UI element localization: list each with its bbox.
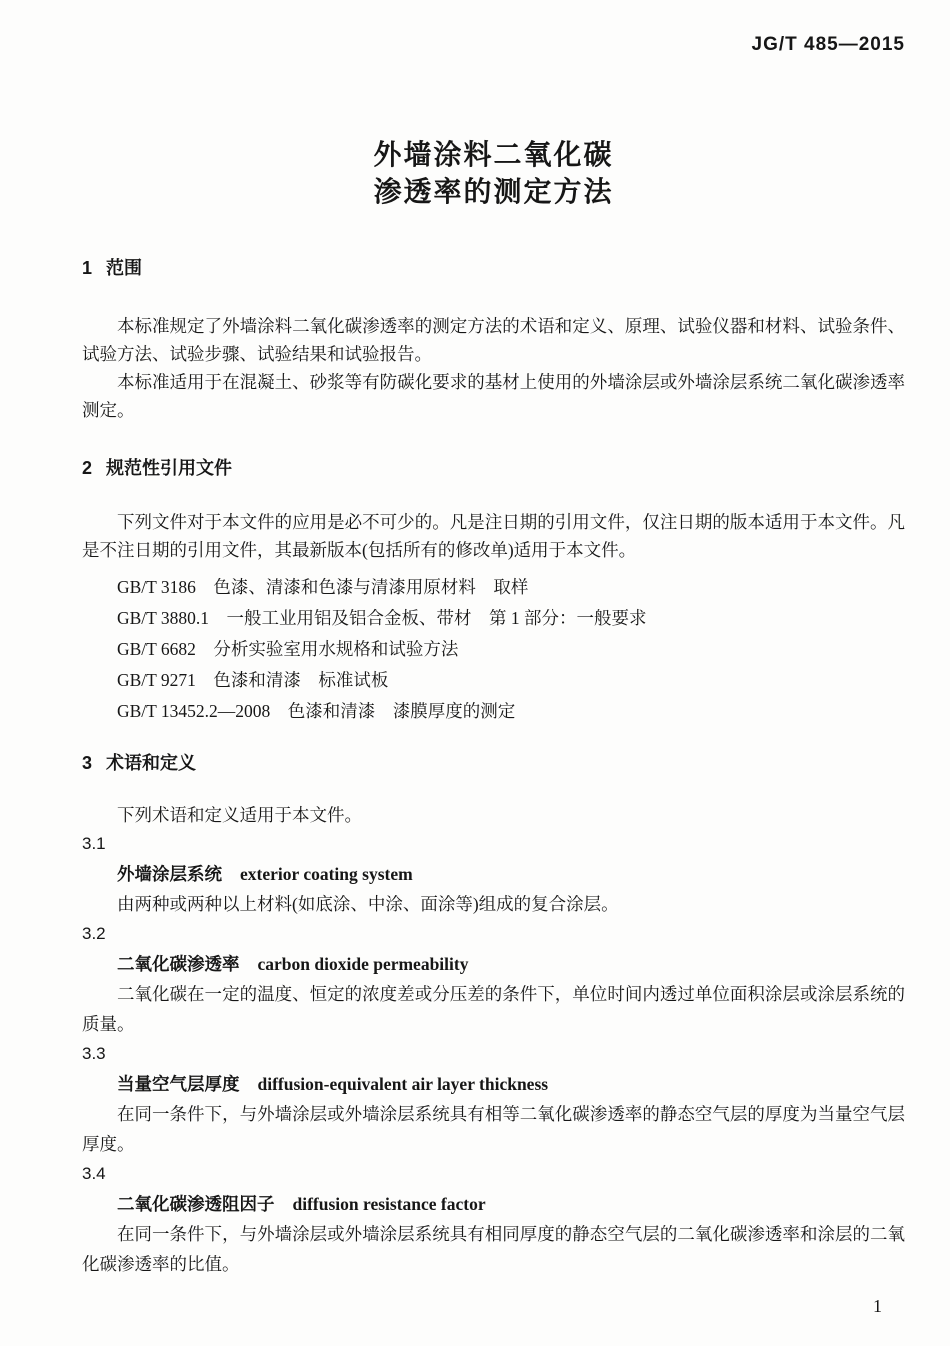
section1-heading bbox=[82, 256, 905, 280]
term-block-3-4 bbox=[82, 1159, 905, 1279]
term-definition: 由两种或两种以上材料(如底涂、中涂、面涂等)组成的复合涂层。 bbox=[117, 894, 619, 914]
term-block-3-2 bbox=[82, 919, 905, 1039]
document-title bbox=[82, 136, 905, 210]
page-number: 1 bbox=[873, 1296, 882, 1316]
term-definition: 二氧化碳在一定的温度、恒定的浓度差或分压差的条件下，单位时间内透过单位面积涂层或涂层系统的质量。 bbox=[82, 984, 905, 1034]
section3-intro: 下列术语和定义适用于本文件。 bbox=[117, 805, 362, 825]
term-block-3-1 bbox=[82, 829, 905, 919]
term-title bbox=[82, 949, 905, 979]
section3-number: 3 bbox=[82, 753, 93, 773]
term-block-3-3 bbox=[82, 1039, 905, 1159]
term-number: 3.1 bbox=[82, 834, 106, 853]
term-title-en: diffusion-equivalent air layer thickness bbox=[257, 1074, 549, 1094]
term-title-en: carbon dioxide permeability bbox=[257, 954, 469, 974]
term-title-en: exterior coating system bbox=[240, 864, 413, 884]
reference-item: GB/T 13452.2—2008 色漆和清漆 漆膜厚度的测定 bbox=[117, 701, 516, 721]
section2-title: 规范性引用文件 bbox=[106, 458, 233, 478]
term-definition: 在同一条件下，与外墙涂层或外墙涂层系统具有相同厚度的静态空气层的二氧化碳渗透率和涂层的二氧化碳渗透率的比值。 bbox=[82, 1224, 905, 1274]
reference-item: GB/T 9271 色漆和清漆 标准试板 bbox=[117, 670, 389, 690]
term-title-zh: 外墙涂层系统 bbox=[117, 864, 222, 884]
reference-item: GB/T 3186 色漆、清漆和色漆与清漆用原材料 取样 bbox=[117, 577, 529, 597]
document-title-line1: 外墙涂料二氧化碳 bbox=[373, 139, 614, 170]
reference-list bbox=[82, 572, 905, 727]
section1-title: 范围 bbox=[106, 258, 143, 278]
section1-number: 1 bbox=[82, 258, 93, 278]
term-title-zh: 二氧化碳渗透率 bbox=[117, 954, 240, 974]
term-number: 3.2 bbox=[82, 924, 106, 943]
section3-heading bbox=[82, 751, 905, 775]
section2-number: 2 bbox=[82, 458, 93, 478]
term-title-zh: 二氧化碳渗透阻因子 bbox=[117, 1194, 275, 1214]
term-number: 3.4 bbox=[82, 1164, 106, 1183]
term-title-zh: 当量空气层厚度 bbox=[117, 1074, 240, 1094]
term-title bbox=[82, 859, 905, 889]
document-title-line2: 渗透率的测定方法 bbox=[373, 176, 614, 207]
term-number: 3.3 bbox=[82, 1044, 106, 1063]
term-title bbox=[82, 1189, 905, 1219]
section3-title: 术语和定义 bbox=[106, 753, 197, 773]
term-title bbox=[82, 1069, 905, 1099]
section1-paragraph-2: 本标准适用于在混凝土、砂浆等有防碳化要求的基材上使用的外墙涂层或外墙涂层系统二氧化碳渗透率测定。 bbox=[82, 372, 905, 420]
term-definition: 在同一条件下，与外墙涂层或外墙涂层系统具有相等二氧化碳渗透率的静态空气层的厚度为当量空气层厚度。 bbox=[82, 1104, 905, 1154]
section2-heading bbox=[82, 456, 905, 480]
section1-paragraph-1: 本标准规定了外墙涂料二氧化碳渗透率的测定方法的术语和定义、原理、试验仪器和材料、试验条件、试验方法、试验步骤、试验结果和试验报告。 bbox=[82, 316, 905, 364]
term-title-en: diffusion resistance factor bbox=[292, 1194, 486, 1214]
section2-intro: 下列文件对于本文件的应用是必不可少的。凡是注日期的引用文件，仅注日期的版本适用于本文件。凡是不注日期的引用文件，其最新版本(包括所有的修改单)适用于本文件。 bbox=[82, 512, 905, 560]
standard-code: JG/T 485—2015 bbox=[751, 34, 905, 55]
reference-item: GB/T 6682 分析实验室用水规格和试验方法 bbox=[117, 639, 459, 659]
reference-item: GB/T 3880.1 一般工业用铝及铝合金板、带材 第 1 部分：一般要求 bbox=[117, 608, 647, 628]
